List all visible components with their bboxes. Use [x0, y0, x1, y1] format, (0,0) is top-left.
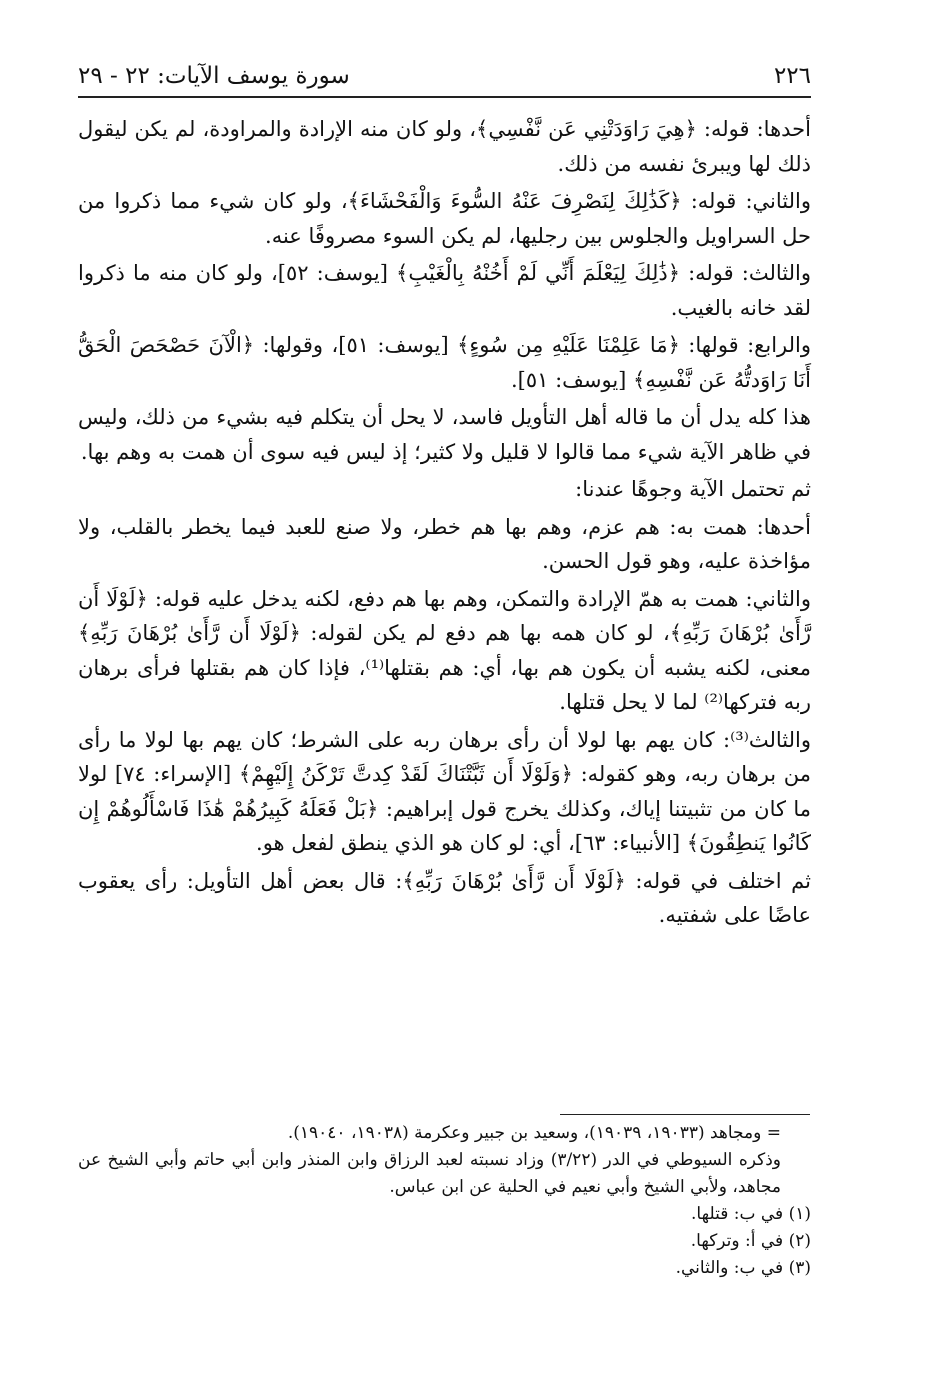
footnote-continuation: = ومجاهد (١٩٠٣٣، ١٩٠٣٩)، وسعيد بن جبير وعكرمة (١٩٠٣٨، ١٩٠٤٠).: [287, 1123, 781, 1143]
footnote-item: (١) في ب: قتلها.: [691, 1204, 811, 1224]
footnote-item: (٢) في أ: وتركها.: [690, 1231, 811, 1251]
footnotes: [78, 1120, 811, 1282]
paragraph: ثم اختلف في قوله: ﴿لَوْلَا أَن رَّأَىٰ بُرْهَانَ رَبِّهِ﴾: قال بعض أهل التأويل: رأى يعقوب عاضًا على شفتيه.: [78, 868, 811, 927]
paragraph: أحدها: قوله: ﴿هِيَ رَاوَدَتْنِي عَن نَّفْسِي﴾، ولو كان منه الإرادة والمراودة، لم يكن ليقول ذلك لها ويبرئ نفسه من ذلك.: [78, 117, 811, 176]
paragraph: والثاني: همت به همّ الإرادة والتمكن، وهم بها هم دفع، لكنه يدخل عليه قوله: ﴿لَوْلَا أَن رَّأَىٰ بُرْهَانَ رَبِّهِ﴾، لو كان همه بها هم دفع لم يكن لقوله: ﴿لَوْلَا أَن رَّأَىٰ بُرْهَانَ رَبِّهِ﴾ معنى، لكنه يشبه أن يكون هم بها، أي: هم بقتلها⁽¹⁾، فإذا كان هم بقتلها فرأى برهان ربه فتركها⁽²⁾ لما لا يحل قتلها.: [78, 586, 811, 714]
running-title: سورة يوسف الآيات: ٢٢ - ٢٩: [78, 63, 350, 89]
paragraph: هذا كله يدل أن ما قاله أهل التأويل فاسد، لا يحل أن يتكلم فيه بشيء من ذلك، وليس في ظاهر الآية شيء مما قالوا لا قليل ولا كثير؛ إذ ليس فيه سوى أن همت به وهم بها.: [78, 405, 811, 464]
page-header: [78, 56, 811, 98]
paragraph: والثالث: قوله: ﴿ذَٰلِكَ لِيَعْلَمَ أَنِّي لَمْ أَخُنْهُ بِالْغَيْبِ﴾ [يوسف: ٥٢]، ولو كان منه ما ذكروا لقد خانه بالغيب.: [78, 261, 811, 320]
paragraph: والثالث⁽³⁾: كان يهم بها لولا أن رأى برهان ربه على الشرط؛ كان يهم بها لولا ما رأى من برهان ربه، وهو كقوله: ﴿وَلَوْلَا أَن ثَبَّتْنَاكَ لَقَدْ كِدتَّ تَرْكَنُ إِلَيْهِمْ﴾ [الإسراء: ٧٤] لولا ما كان من تثبيتنا إياك، وكذلك يخرج قول إبراهيم: ﴿بَلْ فَعَلَهُ كَبِيرُهُمْ هَٰذَا فَاسْأَلُوهُمْ إِن كَانُوا يَنطِقُونَ﴾ [الأنبياء: ٦٣]، أي: لو كان هو الذي ينطق لفعل هو.: [78, 727, 811, 855]
paragraph: ثم تحتمل الآية وجوهًا عندنا:: [575, 477, 811, 501]
footnote-continuation: وذكره السيوطي في الدر (٣/٢٢) وزاد نسبته لعبد الرزاق وابن المنذر وابن أبي حاتم وأبي الشيخ عن مجاهد، ولأبي الشيخ وأبي نعيم في الحلية عن ابن عباس.: [78, 1150, 781, 1197]
main-text: [78, 112, 811, 936]
footnote-item: (٣) في ب: والثاني.: [675, 1258, 811, 1278]
paragraph: والثاني: قوله: ﴿كَذَٰلِكَ لِنَصْرِفَ عَنْهُ السُّوءَ وَالْفَحْشَاءَ﴾، ولو كان شيء مما ذكروا من حل السراويل والجلوس بين رجليها، لم يكن السوء مصروفًا عنه.: [78, 189, 811, 248]
paragraph: أحدها: همت به: هم عزم، وهم بها هم خطر، ولا صنع للعبد فيما يخطر بالقلب، ولا مؤاخذة عليه، وهو قول الحسن.: [78, 514, 811, 573]
paragraph: والرابع: قولها: ﴿مَا عَلِمْنَا عَلَيْهِ مِن سُوءٍ﴾ [يوسف: ٥١]، وقولها: ﴿الْآنَ حَصْحَصَ الْحَقُّ أَنَا رَاوَدتُّهُ عَن نَّفْسِهِ﴾ [يوسف: ٥١].: [78, 333, 811, 392]
page-number: ٢٢٦: [773, 63, 811, 89]
footnote-divider: [560, 1114, 810, 1115]
